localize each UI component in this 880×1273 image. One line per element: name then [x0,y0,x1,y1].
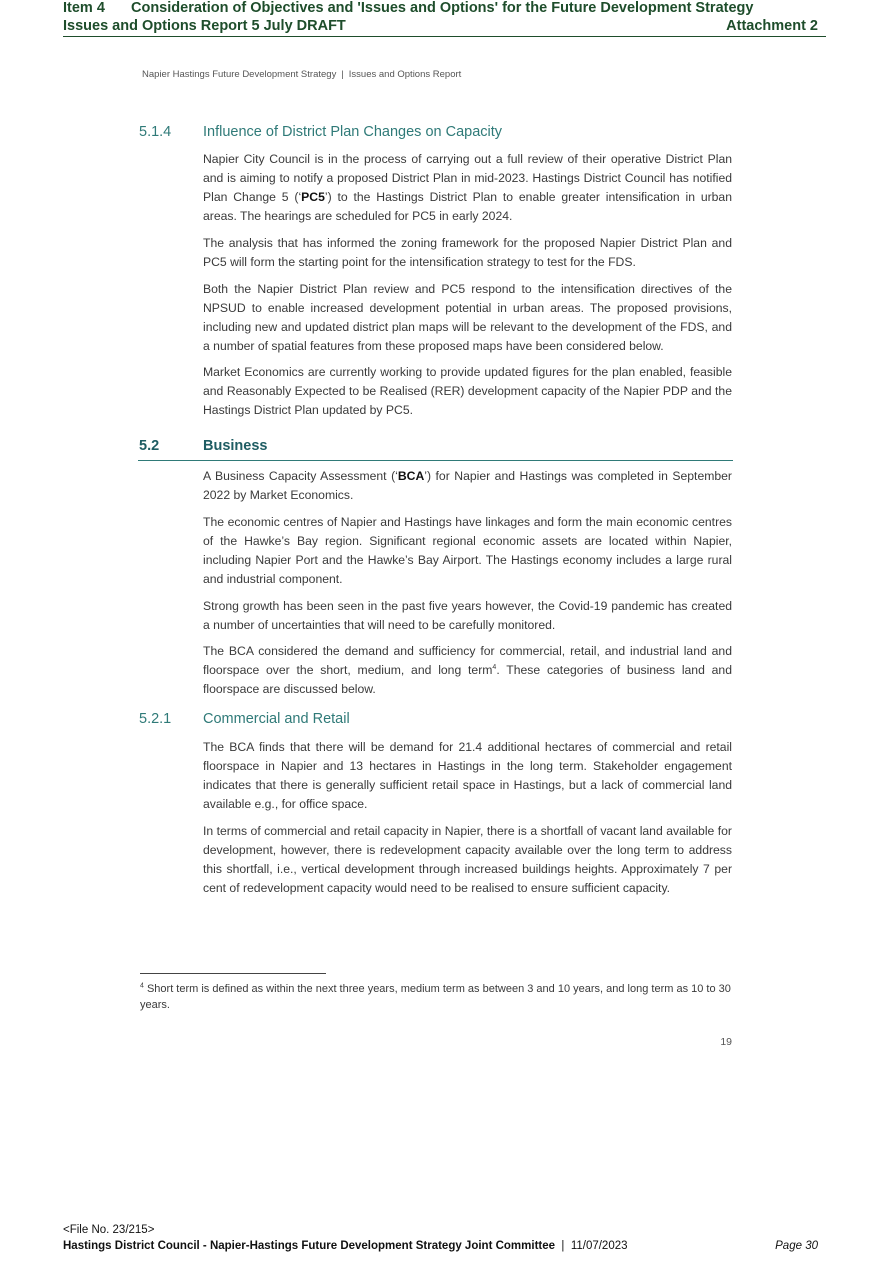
footnote-marker: 4 [140,982,144,990]
paragraph: Napier City Council is in the process of carrying out a full review of their operative District Plan and is aiming to notify a proposed District Plan in mid-2023. Hastings District Council has notified Plan Change 5 (‘PC5’) to the Hastings District Plan to enable greater intensification in urban areas. The hearings are scheduled for PC5 in early 2024. [203,152,732,223]
section-heading-5-2 [139,438,267,454]
section-divider [138,460,733,461]
paragraph: The economic centres of Napier and Hastings have linkages and form the main economic centres of the Hawke’s Bay region. Significant regional economic assets are located within Napier, including Napier Port and the Hawke’s Bay Airport. The Hastings economy includes a large rural and industrial component. [203,515,732,586]
header-divider [63,36,826,37]
document-page-number: 19 [720,1036,732,1048]
committee-name: Hastings District Council - Napier-Hastings Future Development Strategy Joint Committee [63,1240,556,1252]
section-title: Influence of District Plan Changes on Capacity [203,124,503,140]
attachment-label: Attachment 2 [726,18,818,34]
defined-term: BCA [397,469,425,483]
running-header-report: Issues and Options Report [348,69,462,80]
paragraph: The BCA finds that there will be demand for 21.4 additional hectares of commercial and retail floorspace in Napier and 13 hectares in Hastings in the long term. Stakeholder engagement indicates that there is generally sufficient retail space in Hastings, but a lack of commercial land available e.g., for office space. [203,740,732,811]
document-running-header [142,69,461,80]
agenda-footer [63,1240,628,1252]
agenda-subtitle: Issues and Options Report 5 July DRAFT [63,18,346,34]
running-header-separator: | [341,69,344,80]
paragraph: Both the Napier District Plan review and PC5 respond to the intensification directives of the NPSUD to enable increased development potential in urban areas. The proposed provisions, including new and updated district plan maps will be relevant to the development of the FDS, and a number of spatial features from these proposed maps have been considered below. [203,282,732,353]
paragraph: The BCA considered the demand and sufficiency for commercial, retail, and industrial land and floorspace over the short, medium, and long term$^4$. These categories of business land and floorspace are discussed below. [203,644,732,696]
running-header-title: Napier Hastings Future Development Strategy [142,69,337,80]
section-title: Business [203,438,268,454]
section-number: 5.2.1 [139,711,172,727]
section-title: Commercial and Retail [203,711,350,727]
paragraph: A Business Capacity Assessment (‘BCA’) for Napier and Hastings was completed in September 2022 by Market Economics. [203,469,732,502]
paragraph: The analysis that has informed the zoning framework for the proposed Napier District Plan and PC5 will form the starting point for the intensification strategy to test for the FDS. [203,236,732,269]
section-heading-5-1-4 [139,124,502,140]
defined-term: PC5 [301,190,325,204]
footnote-divider [140,973,326,974]
meeting-date: 11/07/2023 [570,1240,628,1252]
paragraph: Market Economics are currently working to provide updated figures for the plan enabled, feasible and Reasonably Expected to be Realised (RER) development capacity of the Napier PDP and the Hastings District Plan updated by PC5. [203,365,732,417]
footnote [140,981,732,1013]
paragraph: Strong growth has been seen in the past five years however, the Covid-19 pandemic has created a number of uncertainties that will need to be carefully monitored. [203,599,732,632]
section-heading-5-2-1 [139,711,350,727]
section-number: 5.1.4 [139,124,172,140]
footnote-text: Short term is defined as within the next three years, medium term as between 3 and 10 years, and long term as 10 to 30 years. [140,983,731,1011]
paragraph: In terms of commercial and retail capacity in Napier, there is a shortfall of vacant land available for development, however, there is redevelopment capacity available over the long term to address this shortfall, i.e., vertical development through increased buildings heights. Approximately 7 per cent of redevelopment capacity would need to be realised to ensure sufficient capacity. [203,824,732,895]
footer-separator: | [561,1240,565,1252]
file-number: <File No. 23/215> [63,1224,155,1236]
footnote-reference: 4 [492,663,497,671]
agenda-item-title: Consideration of Objectives and 'Issues and Options' for the Future Development Strategy [131,0,754,16]
section-number: 5.2 [139,438,160,454]
agenda-item-heading [63,0,753,16]
agenda-page-number: Page 30 [775,1240,818,1252]
agenda-item-label: Item 4 [63,0,105,16]
